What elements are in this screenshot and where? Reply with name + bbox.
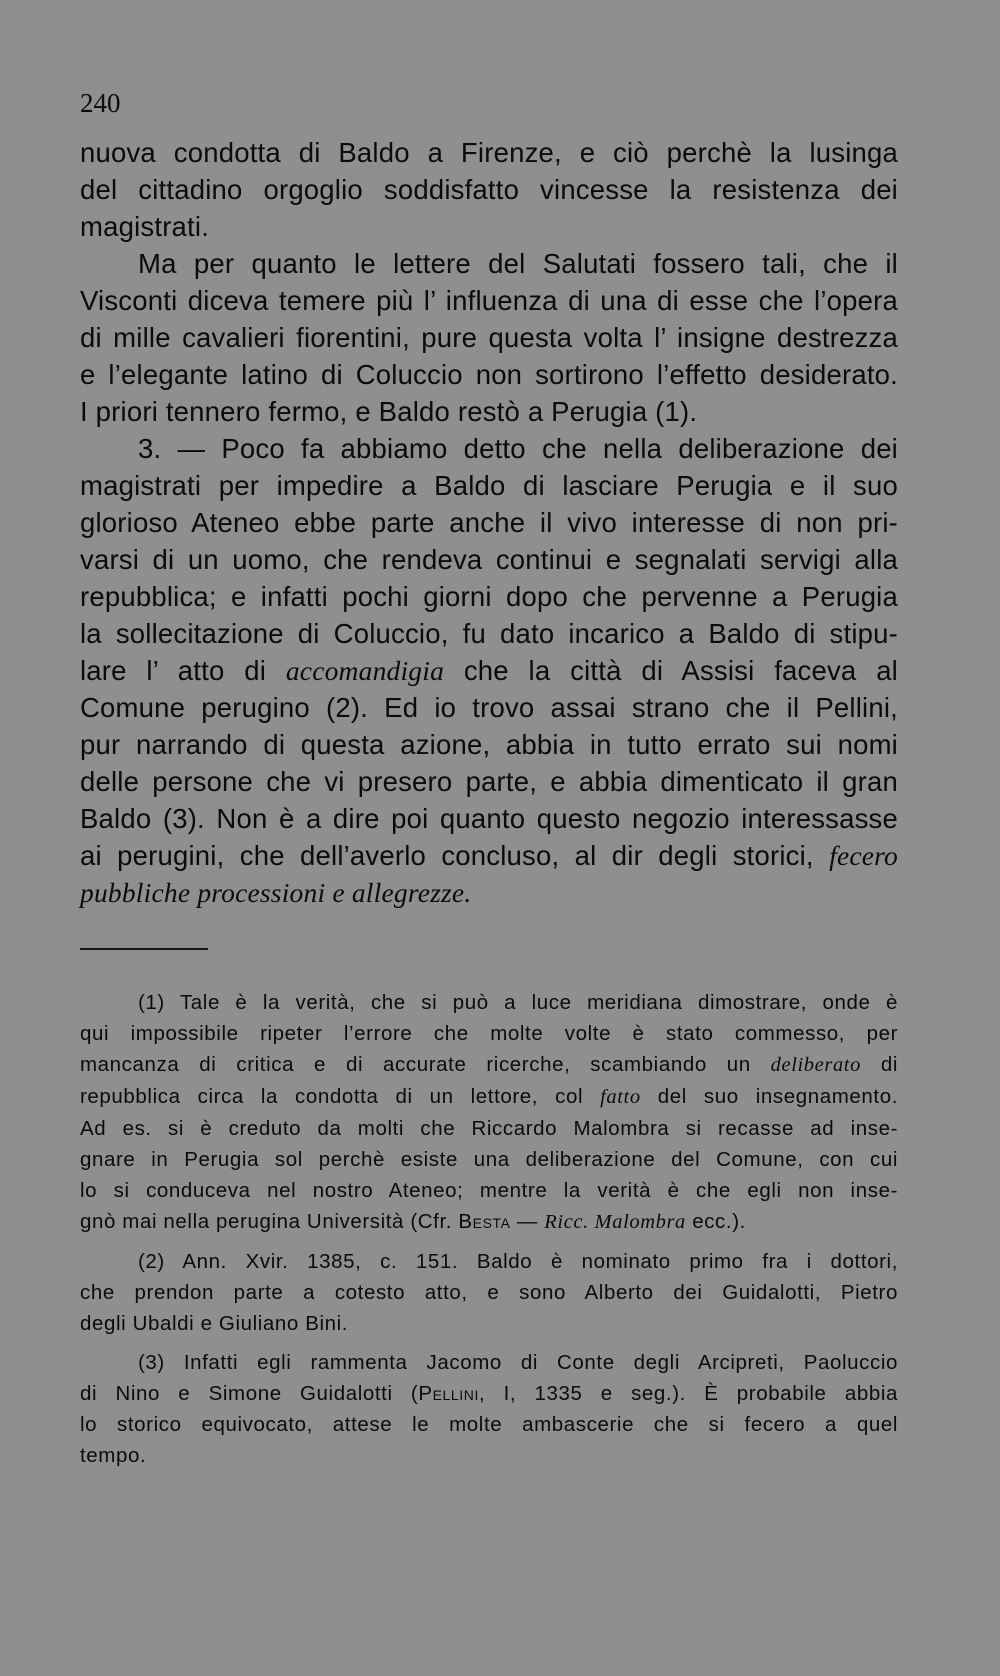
body-line: Visconti diceva temere più l’ influenza di una di esse che l’opera <box>80 285 898 316</box>
body-line: pur narrando di questa azione, abbia in tutto errato sui nomi <box>80 729 898 760</box>
body-line: e l’elegante latino di Coluccio non sortirono l’effetto desiderato. <box>80 359 898 390</box>
footnote-text: gnò mai nella perugina Università (Cfr. <box>80 1210 459 1233</box>
body-line: del cittadino orgoglio soddisfatto vincesse la resistenza dei <box>80 174 898 205</box>
footnote-text: — <box>510 1210 545 1233</box>
body-line: magistrati per impedire a Baldo di lasciare Perugia e il suo <box>80 470 898 501</box>
italic-quote: fecero <box>829 840 898 871</box>
footnote-text: , I, 1335 e seg.). È probabile abbia <box>479 1382 898 1405</box>
body-text: che la città di Assisi faceva al <box>444 655 898 686</box>
body-line: Ma per quanto le lettere del Salutati fossero tali, che il <box>138 248 898 279</box>
body-line: delle persone che vi presero parte, e abbia dimenticato il gran <box>80 766 898 797</box>
body-line: glorioso Ateneo ebbe parte anche il vivo interesse di non pri- <box>80 507 898 538</box>
footnote-line <box>80 1081 898 1113</box>
footnote-line: tempo. <box>80 1444 147 1467</box>
footnote-line: lo storico equivocato, attese le molte ambascerie che si fecero a quel <box>80 1413 898 1436</box>
footnote-text: del suo insegnamento. <box>640 1085 898 1108</box>
footnote-text: mancanza di critica e di accurate ricerche, scambiando un <box>80 1053 771 1076</box>
body-line: la sollecitazione di Coluccio, fu dato incarico a Baldo di stipu- <box>80 618 898 649</box>
body-line: I priori tennero fermo, e Baldo restò a Perugia (1). <box>80 396 698 427</box>
italic-term-accomandigia: accomandigia <box>285 655 445 686</box>
footnote-line <box>80 1049 898 1081</box>
footnote-line: (3) Infatti egli rammenta Jacomo di Conte degli Arcipreti, Paoluccio <box>138 1351 898 1374</box>
body-line <box>80 837 898 874</box>
footnote-line: gnare in Perugia sol perchè esiste una deliberazione del Comune, con cui <box>80 1148 898 1171</box>
body-line: di mille cavalieri fiorentini, pure questa volta l’ insigne destrezza <box>80 322 898 353</box>
body-text: lare l’ atto di <box>80 655 286 686</box>
body-line: repubblica; e infatti pochi giorni dopo che pervenne a Perugia <box>80 581 898 612</box>
body-line <box>80 652 898 689</box>
footnote-text: ecc.). <box>685 1210 746 1233</box>
footnote-line: (2) Ann. Xvir. 1385, c. 151. Baldo è nominato primo fra i dottori, <box>138 1250 898 1273</box>
body-line: Baldo (3). Non è a dire poi quanto questo negozio interessasse <box>80 803 898 834</box>
footnote-line: degli Ubaldi e Giuliano Bini. <box>80 1312 349 1335</box>
footnote-line: che prendon parte a cotesto atto, e sono Alberto dei Guidalotti, Pietro <box>80 1281 898 1304</box>
body-line: Comune perugino (2). Ed io trovo assai strano che il Pellini, <box>80 692 898 723</box>
footnote-line: qui impossibile ripeter l’errore che molte volte è stato commesso, per <box>80 1022 898 1045</box>
author-name-besta: Besta <box>458 1210 511 1233</box>
footnote-divider <box>80 948 208 950</box>
body-line: magistrati. <box>80 211 210 242</box>
main-text <box>80 134 898 911</box>
page-number: 240 <box>80 88 121 118</box>
footnote-line: (1) Tale è la verità, che si può a luce meridiana dimostrare, onde è <box>138 991 898 1014</box>
italic-quote-line: pubbliche processioni e allegrezze. <box>80 877 472 908</box>
footnote-line <box>80 1378 898 1409</box>
italic-term-deliberato: deliberato <box>770 1054 861 1076</box>
italic-term-fatto: fatto <box>600 1086 641 1108</box>
body-line: 3. — Poco fa abbiamo detto che nella deliberazione dei <box>138 433 898 464</box>
body-text: ai perugini, che dell’averlo concluso, al dir degli storici, <box>80 840 830 871</box>
footnote-line: Ad es. si è creduto da molti che Riccardo Malombra si recasse ad inse- <box>80 1117 898 1140</box>
footnote-text: di Nino e Simone Guidalotti ( <box>80 1382 419 1405</box>
footnote-line <box>80 1206 898 1238</box>
author-name-pellini: Pellini <box>418 1382 480 1405</box>
footnote-text: di <box>860 1053 899 1076</box>
footnotes <box>80 987 898 1471</box>
body-line: varsi di un uomo, che rendeva continui e segnalati servigi alla <box>80 544 898 575</box>
italic-title-ricc-malombra: Ricc. Malombra <box>544 1211 686 1233</box>
footnote-text: repubblica circa la condotta di un lettore, col <box>80 1085 601 1108</box>
footnote-line: lo si conduceva nel nostro Ateneo; mentre la verità è che egli non inse- <box>80 1179 898 1202</box>
body-line: nuova condotta di Baldo a Firenze, e ciò perchè la lusinga <box>80 137 898 168</box>
